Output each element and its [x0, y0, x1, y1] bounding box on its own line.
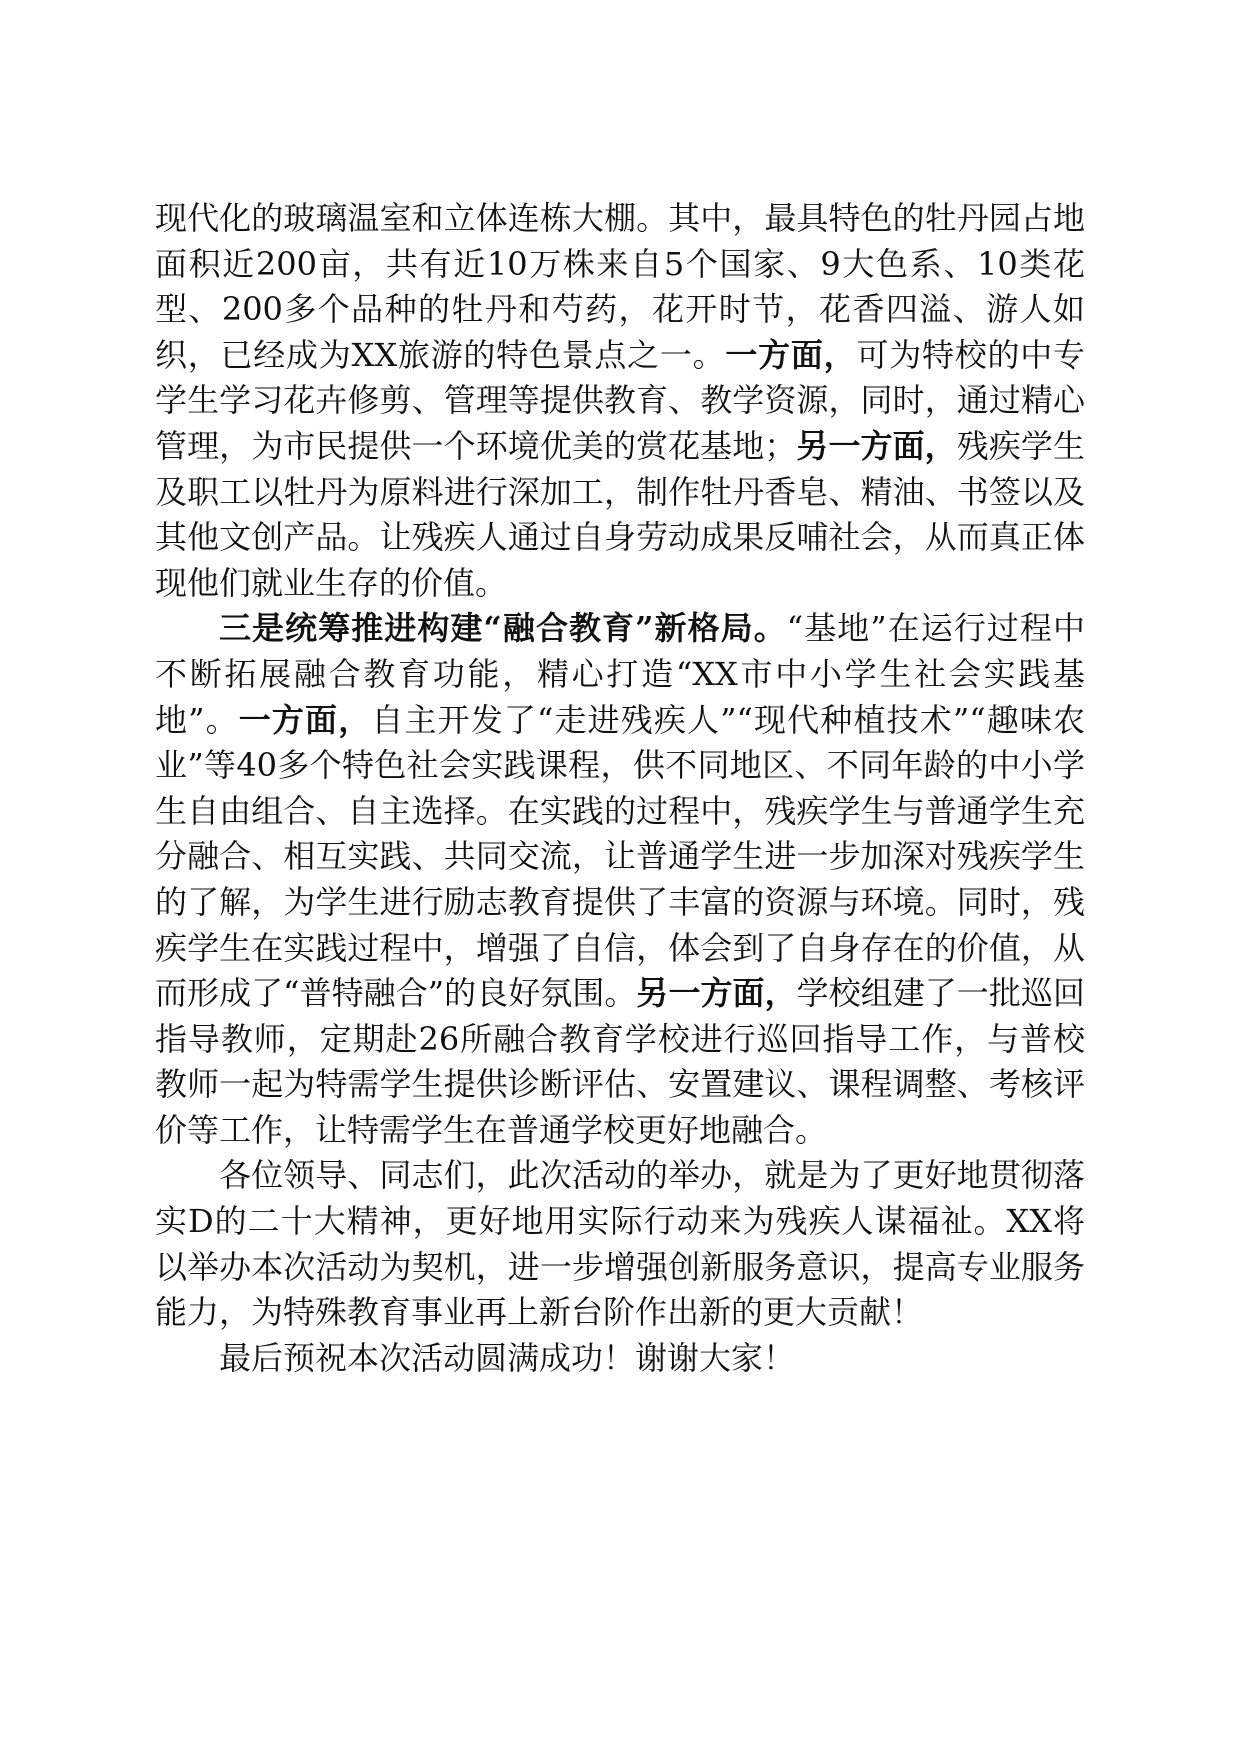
paragraph-final-wishes	[155, 1336, 1085, 1382]
text-run: 各位领导、同志们，此次活动的举办，就是为了更好地贯彻落实D的二十大精神，更好地用实际行动来为残疾人谋福祉。XX将以举办本次活动为契机，进一步增强创新服务意识，提高专业服务能力，为特殊教育事业再上新台阶作出新的更大贡献！	[155, 1156, 1085, 1332]
text-run: “基地”在运行过程中不断拓展融合教育功能，精心打造“XX市中小学生社会实践基地”。	[155, 609, 1085, 739]
bold-run: 另一方面，	[636, 974, 797, 1013]
text-run: 现代化的玻璃温室和立体连栋大棚。其中，最具特色的牡丹园占地面积近200亩，共有近10万株来自5个国家、9大色系、10类花型、200多个品种的牡丹和芍药，花开时节，花香四溢、游人如织，已经成为XX旅游的特色景点之一。	[155, 199, 1085, 374]
bold-run: 另一方面，	[796, 426, 957, 465]
text-run: 学校组建了一批巡回指导教师，定期赴26所融合教育学校进行巡回指导工作，与普校教师一起为特需学生提供诊断评估、安置建议、课程调整、考核评价等工作，让特需学生在普通学校更好地融合。	[155, 974, 1085, 1149]
text-run: 最后预祝本次活动圆满成功！谢谢大家！	[219, 1338, 796, 1377]
text-run: 可为特校的中专学生学习花卉修剪、管理等提供教育、教学资源，同时，通过精心管理，为市民提供一个环境优美的赏花基地；	[155, 335, 1085, 465]
text-run: 自主开发了“走进残疾人”“现代种植技术”“趣味农业”等40多个特色社会实践课程，供不同地区、不同年龄的中小学生自由组合、自主选择。在实践的过程中，残疾学生与普通学生充分融合、相互实践、共同交流，让普通学生进一步加深对残疾学生的了解，为学生进行励志教育提供了丰富的资源与环境。同时，残疾学生在实践过程中，增强了自信，体会到了自身存在的价值，从而形成了“普特融合”的良好氛围。	[155, 700, 1085, 1013]
paragraph-peony-garden	[155, 196, 1085, 606]
document-body	[155, 196, 1085, 1381]
text-run: 残疾学生及职工以牡丹为原料进行深加工，制作牡丹香皂、精油、书签以及其他文创产品。让残疾人通过自身劳动成果反哺社会，从而真正体现他们就业生存的价值。	[155, 426, 1085, 602]
bold-run: 一方面，	[725, 335, 857, 374]
paragraph-closing-remarks	[155, 1153, 1085, 1335]
bold-run: 三是统筹推进构建“融合教育”新格局。	[219, 609, 787, 648]
bold-run: 一方面，	[238, 700, 372, 739]
paragraph-integrated-education	[155, 606, 1085, 1153]
